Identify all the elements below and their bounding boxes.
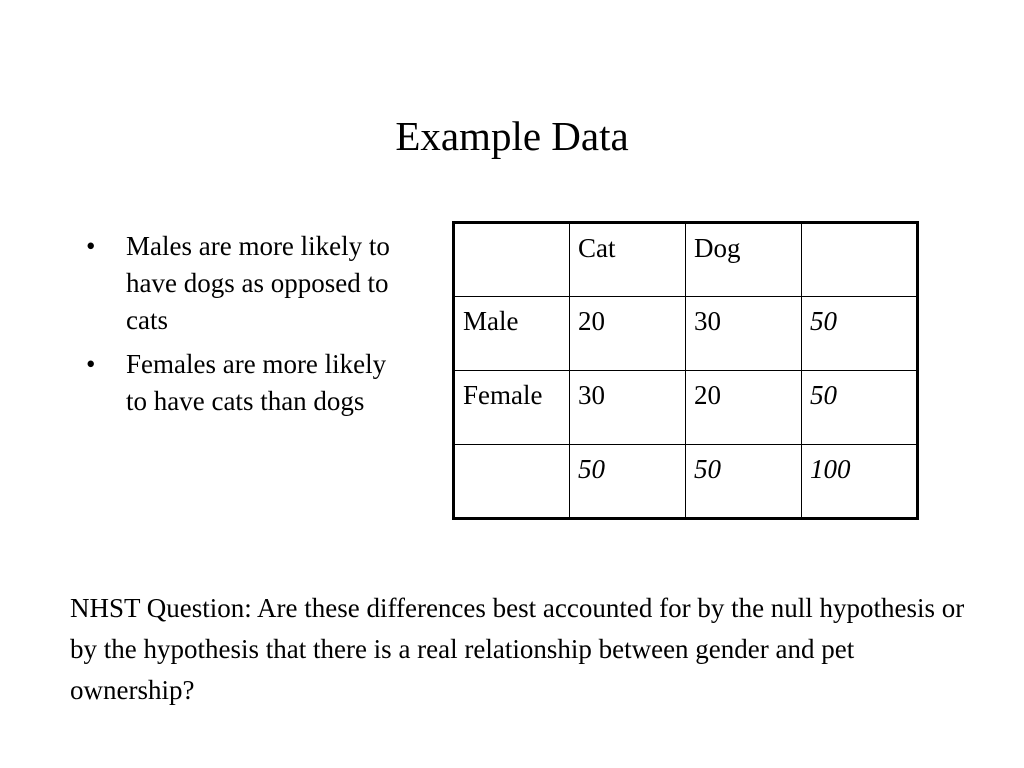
- bullet-text: Females are more likely to have cats than dogs: [126, 349, 387, 416]
- nhst-question: NHST Question: Are these differences best accounted for by the null hypothesis or by the hypothesis that there is a real relationship between gender and pet ownership?: [70, 593, 965, 705]
- bullet-text: Males are more likely to have dogs as opposed to cats: [126, 231, 390, 335]
- cell-total-cat: 50: [570, 445, 686, 519]
- cell-grand-total: 100: [802, 445, 918, 519]
- cell-male-dog: 30: [686, 297, 802, 371]
- bullet-dot-icon: •: [86, 349, 96, 379]
- cell-male-cat: 20: [570, 297, 686, 371]
- bullet-list: [86, 228, 406, 427]
- contingency-table: [452, 221, 919, 520]
- column-header-cat: Cat: [570, 223, 686, 297]
- table-header-row: [454, 223, 918, 297]
- slide-title: Example Data: [395, 113, 629, 159]
- column-header-total: [802, 223, 918, 297]
- table-row-female: [454, 371, 918, 445]
- bullet-item: [86, 228, 406, 339]
- table-row-totals: [454, 445, 918, 519]
- cell-male-total: 50: [802, 297, 918, 371]
- bullet-dot-icon: •: [86, 231, 96, 261]
- column-header-dog: Dog: [686, 223, 802, 297]
- row-header-totals: [454, 445, 570, 519]
- cell-female-dog: 20: [686, 371, 802, 445]
- bullet-item: [86, 346, 406, 420]
- cell-female-total: 50: [802, 371, 918, 445]
- cell-female-cat: 30: [570, 371, 686, 445]
- table-row-male: [454, 297, 918, 371]
- cell-total-dog: 50: [686, 445, 802, 519]
- row-header-male: Male: [454, 297, 570, 371]
- table-cell-corner: [454, 223, 570, 297]
- row-header-female: Female: [454, 371, 570, 445]
